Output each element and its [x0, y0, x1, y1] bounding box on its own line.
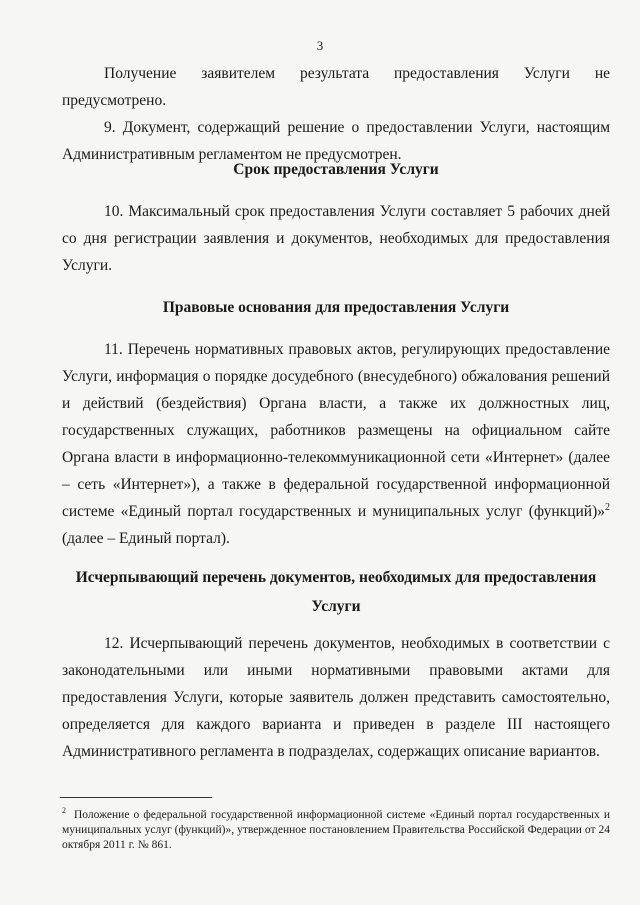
- body-block-perechen: [62, 563, 610, 621]
- footnote-ref: 2: [605, 501, 610, 513]
- paragraph-11-tail: (далее – Единый портал).: [62, 530, 230, 547]
- footnote-text: Положение о федеральной государственной информационной системе «Единый портал государственных и муниципальных услуг (функций)», утвержденное постановлением Правительства Российской Федерации от 24 октября 2011 г. № 861.: [62, 808, 610, 851]
- paragraph-intro: Получение заявителем результата предоставления Услуги не предусмотрено.: [62, 65, 610, 109]
- paragraph-11-text: 11. Перечень нормативных правовых актов, регулирующих предоставление Услуги, информация о порядке досудебного (внесудебного) обжалования решений и действий (бездействия) Органа власти, а также их должностных лиц, государственных служащих, работников размещены на официальном сайте Органа власти в информационно-телекоммуникационной сети «Интернет» (далее – сеть «Интернет»), а также в федеральной государственной информационной системе «Единый портал государственных и муниципальных услуг (функций)»: [62, 341, 610, 520]
- heading-perechen: Исчерпывающий перечень документов, необходимых для предоставления Услуги: [75, 569, 597, 615]
- paragraph-12: 12. Исчерпывающий перечень документов, необходимых в соответствии с законодательными или иными нормативными правовыми актами для предоставления Услуги, которые заявитель должен представить самостоятельно, определяется для каждого варианта и приведен в разделе III настоящего Административного регламента в подразделах, содержащих описание вариантов.: [62, 635, 610, 760]
- body-block-pravo: [62, 293, 610, 322]
- paragraph-9: 9. Документ, содержащий решение о предоставлении Услуги, настоящим Административным регламентом не предусмотрен.: [62, 119, 610, 163]
- footnote: [62, 803, 610, 853]
- heading-srok: Срок предоставления Услуги: [233, 161, 439, 178]
- paragraph-10: 10. Максимальный срок предоставления Услуги составляет 5 рабочих дней со дня регистрации заявления и документов, необходимых для предоставления Услуги.: [62, 203, 610, 274]
- body-block-10: [62, 198, 610, 279]
- body-block-1: [62, 60, 610, 168]
- body-block-11: [62, 336, 610, 552]
- heading-pravo: Правовые основания для предоставления Услуги: [162, 299, 510, 316]
- footnote-divider: [60, 797, 212, 798]
- paragraph-11: [62, 336, 610, 552]
- body-block-12: [62, 630, 610, 765]
- page-number: 3: [316, 38, 324, 53]
- footnote-mark: 2: [62, 806, 66, 815]
- body-block-srok: [62, 155, 610, 184]
